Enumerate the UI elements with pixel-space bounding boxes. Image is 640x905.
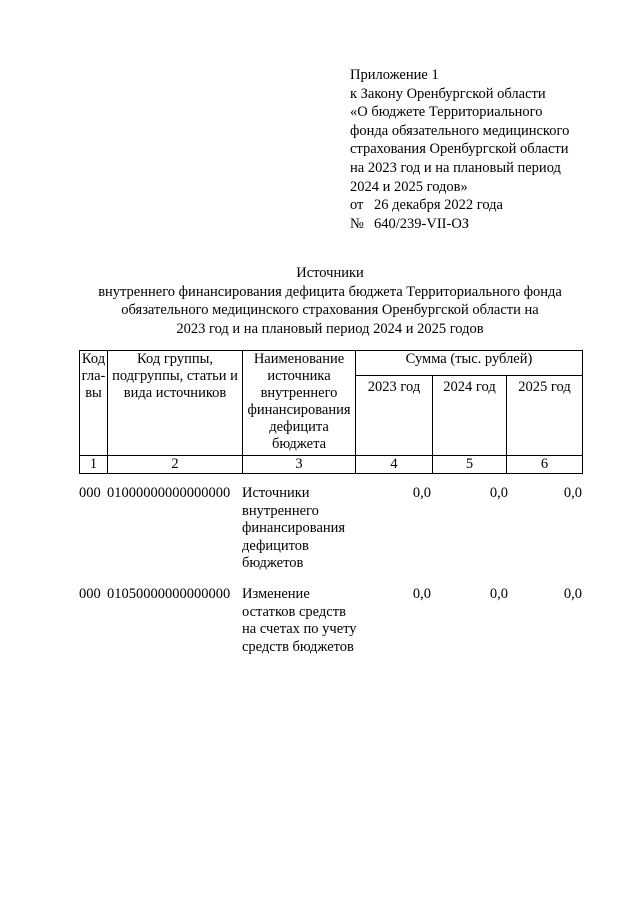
appendix-line: 2024 и 2025 годов» <box>350 178 468 195</box>
column-number: 2 <box>108 456 243 474</box>
column-number: 3 <box>243 456 356 474</box>
appendix-line: к Закону Оренбургской области <box>350 85 546 102</box>
column-number: 5 <box>433 456 507 474</box>
appendix-number <box>350 215 630 234</box>
row-chapter: 000 <box>79 485 101 501</box>
header-year-2024: 2024 год <box>433 376 507 456</box>
appendix-block <box>350 66 630 233</box>
header-source-name: Наименование источника внутреннего финансирования дефицита бюджета <box>243 351 356 456</box>
appendix-line: «О бюджете Территориального <box>350 104 543 121</box>
header-year-2025: 2025 год <box>507 376 583 456</box>
title-line: обязательного медицинского страхования Оренбургской области на <box>121 302 539 318</box>
row-value-2024: 0,0 <box>489 586 508 602</box>
header-chapter-code: Код гла- вы <box>80 351 108 456</box>
title-line: Источники <box>296 265 364 281</box>
row-value-2025: 0,0 <box>563 485 582 501</box>
row-code: 01000000000000000 <box>107 485 231 501</box>
row-value-2023: 0,0 <box>412 586 431 602</box>
column-number: 1 <box>80 456 108 474</box>
header-sum: Сумма (тыс. рублей) <box>356 351 583 376</box>
appendix-line: Приложение 1 <box>350 67 439 83</box>
column-number: 6 <box>507 456 583 474</box>
row-chapter: 000 <box>79 586 101 602</box>
header-table <box>79 350 583 474</box>
appendix-line: фонда обязательного медицинского <box>350 122 570 139</box>
header-year-2023: 2023 год <box>356 376 433 456</box>
column-number: 4 <box>356 456 433 474</box>
number-label: № <box>350 215 364 232</box>
date-label: от <box>350 197 364 214</box>
appendix-date <box>350 196 630 215</box>
row-name: Изменение остатков средств на счетах по учету средств бюджетов <box>242 586 357 655</box>
row-value-2024: 0,0 <box>489 485 508 501</box>
row-name: Источники внутреннего финансирования дефицитов бюджетов <box>242 485 346 571</box>
appendix-line: страхования Оренбургской области <box>350 141 569 158</box>
title-line: 2023 год и на плановый период 2024 и 2025 годов <box>176 320 484 337</box>
header-group-code: Код группы, подгруппы, статьи и вида источников <box>108 351 243 456</box>
title-line: внутреннего финансирования дефицита бюджета Территориального фонда <box>98 283 562 300</box>
row-code: 01050000000000000 <box>107 586 231 602</box>
row-value-2025: 0,0 <box>563 586 582 602</box>
date-value: 26 декабря 2022 года <box>374 197 503 214</box>
appendix-line: на 2023 год и на плановый период <box>350 159 561 176</box>
document-title <box>60 264 600 338</box>
number-value: 640/239-VII-ОЗ <box>374 215 470 232</box>
row-value-2023: 0,0 <box>412 485 431 501</box>
